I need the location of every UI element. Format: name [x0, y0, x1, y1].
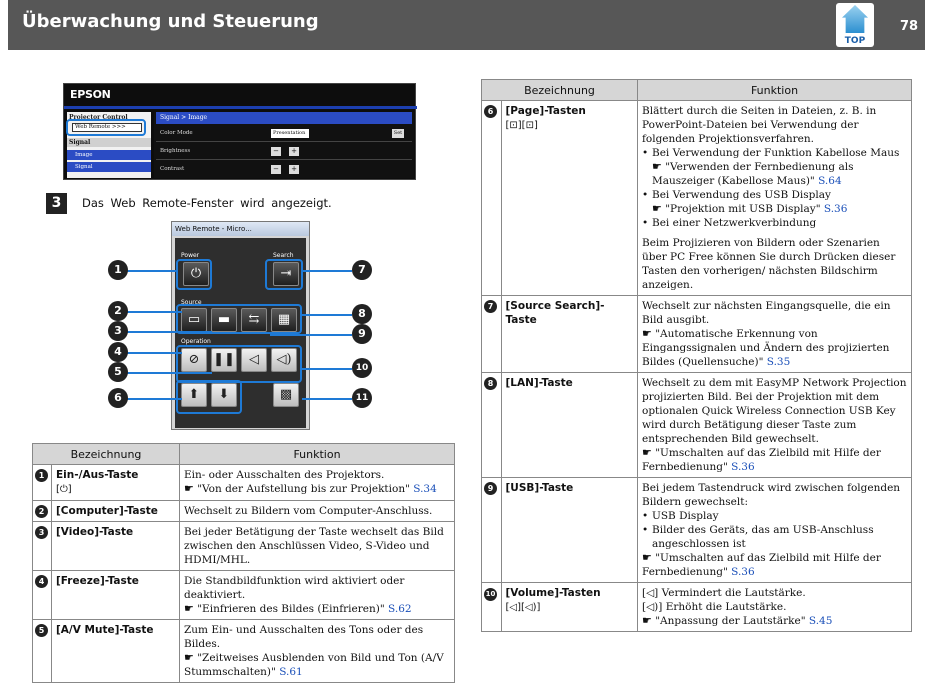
button-name: [Freeze]-Taste: [56, 575, 139, 587]
page-link[interactable]: S.36: [823, 203, 848, 215]
usb-icon: ⇆: [248, 312, 260, 327]
search-label: Search: [273, 252, 294, 259]
page-link[interactable]: S.34: [413, 483, 437, 495]
callout-1: 1: [108, 260, 128, 280]
button-name: [Computer]-Taste: [56, 505, 158, 517]
hand-pointer-icon: ☛: [184, 651, 194, 664]
hand-pointer-icon: ☛: [184, 602, 194, 615]
highlight-search: [265, 259, 303, 290]
leader-line: [127, 270, 177, 272]
row-badge: 10: [484, 588, 497, 601]
qr-icon: ▩: [279, 387, 293, 402]
callout-7: 7: [352, 260, 372, 280]
reference-text: "Einfrieren des Bildes (Einfrieren)": [197, 603, 385, 615]
plus-button[interactable]: +: [289, 147, 299, 156]
row-badge: 5: [35, 624, 48, 637]
button-name: [Page]-Tasten: [505, 105, 586, 117]
reference-text: "Von der Aufstellung bis zur Projektion": [197, 483, 410, 495]
callout-4: 4: [108, 342, 128, 362]
brightness-row: [156, 143, 412, 160]
plus-button[interactable]: +: [289, 165, 299, 174]
page-header: [8, 0, 925, 50]
computer-icon: ▭: [187, 312, 201, 327]
leader-line: [127, 352, 182, 354]
hand-pointer-icon: ☛: [652, 202, 662, 215]
web-remote-highlight: [66, 119, 146, 136]
table-row: [33, 620, 455, 683]
reference-text: "Umschalten auf das Zielbild mit Hilfe der Fernbedienung": [642, 447, 881, 473]
table-row: [482, 583, 912, 632]
search-icon: ⇥: [280, 266, 292, 281]
callout-5: 5: [108, 362, 128, 382]
button-table-right: [481, 79, 912, 632]
leader-line: [302, 270, 352, 272]
table-row: [482, 296, 912, 373]
callout-8: 8: [352, 304, 372, 324]
function-text: Wechselt zur nächsten Eingangsquelle, die ein Bild ausgibt.: [642, 300, 891, 326]
callout-10: 10: [352, 358, 372, 378]
function-text: Bei jeder Betätigung der Taste wechselt das Bild zwischen den Anschlüssen Video, S-Video und HDMI/MHL.: [184, 526, 444, 566]
button-name: Ein-/Aus-Taste: [56, 469, 139, 481]
hand-pointer-icon: ☛: [642, 551, 652, 564]
bullet-text: Bei Verwendung der Funktion Kabellose Maus: [652, 147, 900, 159]
step-text: Das Web Remote-Fenster wird angezeigt.: [82, 196, 332, 210]
top-button[interactable]: [836, 3, 874, 47]
button-name: [Volume]-Tasten: [505, 587, 601, 599]
leader-line: [302, 314, 352, 316]
row-badge: 1: [35, 469, 48, 482]
web-remote-link[interactable]: Web Remote >>>: [72, 123, 142, 132]
button-name: [USB]-Taste: [505, 482, 574, 494]
row-badge: 2: [35, 505, 48, 518]
column-header-function: Funktion: [638, 80, 912, 101]
minus-button[interactable]: −: [271, 165, 281, 174]
function-text: Bei jedem Tastendruck wird zwischen folgenden Bildern gewechselt:: [642, 482, 901, 508]
hand-pointer-icon: ☛: [642, 327, 652, 340]
function-text: Wechselt zu Bildern vom Computer-Anschluss.: [184, 505, 433, 517]
table-row: [33, 465, 455, 501]
page-link[interactable]: S.36: [731, 566, 755, 578]
arrow-up-icon: ⬆: [188, 387, 200, 402]
page-link[interactable]: S.61: [279, 666, 303, 678]
hand-pointer-icon: ☛: [184, 482, 194, 495]
video-icon: ▬: [217, 312, 231, 327]
page-number: 78: [900, 19, 919, 34]
row-label: Brightness: [160, 148, 191, 154]
reference-text: "Umschalten auf das Zielbild mit Hilfe der Fernbedienung": [642, 552, 881, 578]
sidebar-item-image[interactable]: Image: [67, 150, 151, 160]
leader-line: [127, 372, 212, 374]
row-badge: 6: [484, 105, 497, 118]
contrast-row: [156, 161, 412, 178]
table-row: [482, 101, 912, 296]
step-badge: 3: [46, 193, 67, 214]
row-badge: 7: [484, 300, 497, 313]
callout-3: 3: [108, 321, 128, 341]
sidebar-item-signal[interactable]: Signal: [67, 162, 151, 172]
mute-icon: ⊘: [188, 352, 200, 367]
volume-down-icon: ◁: [249, 352, 259, 367]
function-text: Ein- oder Ausschalten des Projektors.: [184, 469, 385, 481]
hand-pointer-icon: ☛: [642, 446, 652, 459]
color-mode-row: [156, 125, 412, 142]
projector-control-label: Projector Control: [69, 114, 128, 121]
power-label: Power: [181, 252, 200, 259]
set-button[interactable]: Set: [393, 130, 403, 136]
function-text: Die Standbildfunktion wird aktiviert oder deaktiviert.: [184, 575, 405, 601]
top-label: TOP: [844, 36, 866, 46]
highlight-page: [176, 380, 242, 414]
hand-pointer-icon: ☛: [642, 614, 652, 627]
function-text: [◁)] Erhöht die Lautstärke.: [642, 601, 787, 613]
epson-logo: EPSON: [70, 88, 111, 101]
function-text: [◁] Vermindert die Lautstärke.: [642, 587, 806, 599]
signal-heading: Signal: [67, 138, 151, 147]
reference-text: "Anpassung der Lautstärke": [655, 615, 806, 627]
page-link[interactable]: S.45: [808, 615, 833, 627]
operation-label: Operation: [181, 338, 211, 345]
row-badge: 3: [35, 526, 48, 539]
bullet-text: Bei einer Netzwerkverbindung: [652, 217, 817, 229]
bullet-text: • Bilder des Geräts, das am USB-Anschluss angeschlossen ist: [642, 523, 907, 551]
settings-panel: [154, 112, 414, 178]
reference-text: "Automatische Erkennung von Eingangssignalen und Ändern des projizierten Bildes (Quellensuche)": [642, 328, 890, 368]
highlight-source: [176, 304, 302, 334]
page-link[interactable]: S.64: [818, 175, 842, 187]
volume-up-icon: ◁): [276, 352, 292, 367]
highlight-operation: [176, 345, 302, 383]
highlight-power: [176, 259, 212, 290]
function-text: Beim Projizieren von Bildern oder Szenarien über PC Free können Sie durch Drücken dieser Tasten den vorherigen/ nächsten Bildschirm anzeigen.: [642, 237, 896, 291]
home-icon: [842, 5, 868, 33]
leader-line: [302, 368, 352, 370]
reference-text: "Projektion mit USB Display": [665, 203, 821, 215]
row-label: Contrast: [160, 166, 185, 172]
panel-title: Signal > Image: [156, 112, 412, 124]
callout-2: 2: [108, 301, 128, 321]
button-table-left: [32, 443, 455, 683]
minus-button[interactable]: −: [271, 147, 281, 156]
table-row: [482, 373, 912, 478]
row-badge: 8: [484, 377, 497, 390]
page-title: Überwachung und Steuerung: [22, 11, 319, 32]
page-link[interactable]: S.36: [731, 461, 755, 473]
button-symbol: [◁][◁)]: [505, 602, 541, 613]
window-titlebar: Web Remote - Micro...: [172, 222, 309, 236]
function-text: Blättert durch die Seiten in Dateien, z. B. in PowerPoint-Dateien bei Verwendung der folgenden Projektionsverfahren.: [642, 105, 877, 145]
table-row: [33, 522, 455, 571]
button-name: [Source Search]-Taste: [505, 300, 605, 326]
table-row: [33, 571, 455, 620]
column-header-name: Bezeichnung: [33, 444, 180, 465]
callout-9: 9: [352, 324, 372, 344]
qr-button[interactable]: [273, 383, 299, 407]
hand-pointer-icon: ☛: [652, 160, 662, 173]
reference-text: "Zeitweises Ausblenden von Bild und Ton (A/V Stummschalten)": [184, 652, 444, 678]
reference-text: "Verwenden der Fernbedienung als Mauszeiger (Kabellose Maus)": [652, 161, 854, 187]
function-text: Zum Ein- und Ausschalten des Tons oder des Bildes.: [184, 624, 424, 650]
leader-line: [127, 331, 212, 333]
bullet-text: Bei Verwendung des USB Display: [652, 189, 831, 201]
row-badge: 4: [35, 575, 48, 588]
table-row: [33, 501, 455, 522]
button-symbol: [⊡][⊡]: [505, 120, 538, 131]
row-label: Color Mode: [160, 130, 193, 136]
column-header-name: Bezeichnung: [482, 80, 638, 101]
row-badge: 9: [484, 482, 497, 495]
callout-6: 6: [108, 388, 128, 408]
button-name: [Video]-Taste: [56, 526, 134, 538]
power-icon: ⏻: [190, 266, 202, 281]
arrow-down-icon: ⬇: [218, 387, 230, 402]
button-name: [A/V Mute]-Taste: [56, 624, 154, 636]
color-mode-select[interactable]: Presentation: [271, 129, 309, 138]
bullet-text: • USB Display: [642, 509, 907, 523]
page-link[interactable]: S.35: [766, 356, 791, 368]
lan-icon: ▦: [277, 312, 291, 327]
button-symbol: [⏻]: [56, 484, 72, 495]
leader-line: [302, 398, 352, 400]
page-link[interactable]: S.62: [388, 603, 412, 615]
callout-11: 11: [352, 388, 372, 408]
button-name: [LAN]-Taste: [505, 377, 573, 389]
pause-icon: ❚❚: [213, 352, 235, 367]
source-label: Source: [181, 299, 202, 306]
divider: [64, 106, 417, 109]
leader-line: [127, 398, 182, 400]
column-header-function: Funktion: [180, 444, 455, 465]
function-text: Wechselt zu dem mit EasyMP Network Projection projizierten Bild. Bei der Projektion mit dem optionalen Quick Wireless Connection USB Key wird durch Betätigung dieser Taste zum entsprechenden Bild gewechselt.: [642, 377, 907, 445]
leader-line: [127, 311, 182, 313]
leader-line: [270, 334, 352, 336]
table-row: [482, 478, 912, 583]
